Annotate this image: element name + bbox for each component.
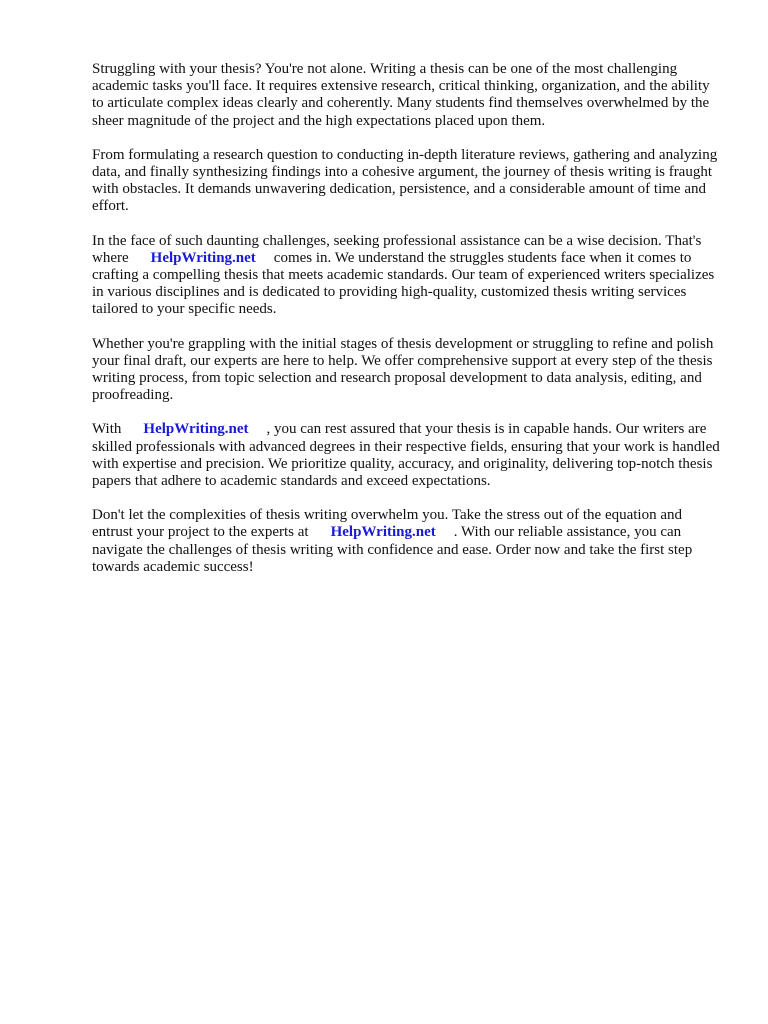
paragraph-text: . With our reliable assistance, you can navigate the challenges of thesis writing with confidence and ease. Order now and take the first step towards academic success! [92,524,693,575]
document-body [92,61,724,593]
paragraph-conclusion [92,507,724,576]
paragraph-assistance [92,233,724,319]
paragraph-writers [92,421,724,490]
paragraph-challenges: From formulating a research question to conducting in-depth literature reviews, gathering and analyzing data, and finally synthesizing findings into a cohesive argument, the journey of thesis writing is fraught with obstacles. It demands unwavering dedication, persistence, and a considerable amount of time and effort. [92,146,718,215]
paragraph-text: With [92,421,122,438]
paragraph-text: In the face of such daunting challenges, seeking professional assistance can be a wise decision. That's where [92,232,702,266]
paragraph-text: , you can rest assured that your thesis is in capable hands. Our writers are skilled professionals with advanced degrees in their respective fields, ensuring that your work is handled with expertise and precision. We prioritize quality, accuracy, and originality, delivering top-notch thesis papers that adhere to academic standards and exceed expectations. [92,421,720,490]
paragraph-text: Don't let the complexities of thesis writing overwhelm you. Take the stress out of the equation and entrust your project to the experts at [92,507,683,541]
helpwriting-link[interactable]: HelpWriting.net [330,524,436,541]
paragraph-support: Whether you're grappling with the initial stages of thesis development or struggling to refine and polish your final draft, our experts are here to help. We offer comprehensive support at every step of the thesis writing process, from topic selection and research proposal development to data analysis, editing, and proofreading. [92,335,714,404]
paragraph-text: comes in. We understand the struggles students face when it comes to crafting a compelling thesis that meets academic standards. Our team of experienced writers specializes in various disciplines and is dedicated to providing high-quality, customized thesis writing services tailored to your specific needs. [92,249,715,318]
helpwriting-link[interactable]: HelpWriting.net [150,249,256,266]
helpwriting-link[interactable]: HelpWriting.net [143,421,249,438]
paragraph-intro: Struggling with your thesis? You're not alone. Writing a thesis can be one of the most challenging academic tasks you'll face. It requires extensive research, critical thinking, organization, and the ability to articulate complex ideas clearly and coherently. Many students find themselves overwhelmed by the sheer magnitude of the project and the high expectations placed upon them. [92,61,710,129]
